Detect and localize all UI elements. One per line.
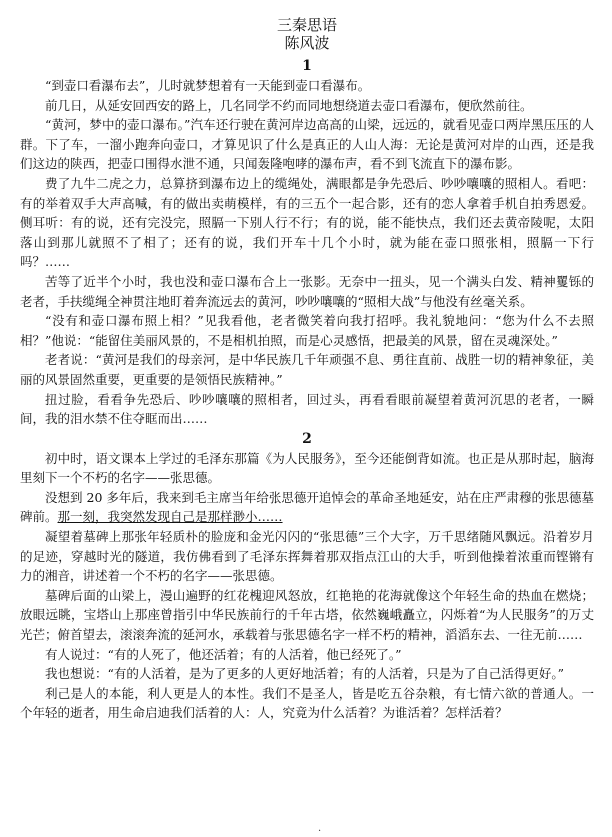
paragraph: 苦等了近半个小时，我也没和壶口瀑布合上一张影。无奈中一扭头，见一个满头白发、精神矍铄的老者，手扶缆绳全神贯注地盯着奔流远去的黄河，吵吵嚷嚷的“照相大战”与他没有丝毫关系。 bbox=[20, 273, 594, 309]
quote-paragraph: 有人说过：“有的人死了，他还活着；有的人活着，他已经死了。” bbox=[45, 646, 402, 662]
document-title: 三秦思语 bbox=[276, 16, 337, 34]
quote-paragraph: 我也想说：“有的人活着，是为了更多的人更好地活着；有的人活着，只是为了自己活得更好。” bbox=[45, 666, 565, 682]
paragraph: 费了九牛二虎之力，总算挤到瀑布边上的缆绳处，满眼都是争先恐后、吵吵嚷嚷的照相人。看吧：有的举着双手大声高喊，有的做出卖萌模样，有的三五个一起合影，还有的恋人拿着手机自拍秀恩爱。侧耳听：有的说，还有完没完，照膈一下别人行不行；有的说，能不能快点，我们还去黄帝陵呢，太阳落山到那儿就照不了相了；还有的说，我们开车十几个小时，就为能在壶口照张相，照膈一下行吗？…… bbox=[20, 175, 594, 270]
paragraph: “到壶口看瀑布去”，儿时就梦想着有一天能到壶口看瀑布。 bbox=[45, 78, 371, 93]
paragraph-with-underline bbox=[20, 488, 594, 527]
underlined-sentence: 那一刻，我突然发现自己是那样渺小…… bbox=[57, 509, 283, 525]
paragraph: 老者说：“黄河是我们的母亲河，是中华民族几千年顽强不息、勇往直前、战胜一切的精神象征，美丽的风景固然重要，更重要的是领悟民族精神。” bbox=[20, 352, 594, 387]
paragraph-text: 没想到 20 多年后，我来到毛主席当年给张思德开追悼会的革命圣地延安，站在庄严肃穆的张思德墓碑前。 bbox=[20, 489, 594, 525]
paragraph: 扭过脸，看看争先恐后、吵吵嚷嚷的照相者，回过头，再看看眼前凝望着黄河沉思的老者，一瞬间，我的泪水禁不住夺眶而出…… bbox=[20, 391, 594, 427]
paragraph: “黄河，梦中的壶口瀑布。”汽车还行驶在黄河岸边高高的山梁，远远的，就看见壶口两岸黑压压的人群。下了车，一溜小跑奔向壶口，才算见识了什么是真正的人山人海：无论是黄河对岸的山西，还是我们这边的陕西，把壶口围得水泄不通，只闻轰隆咆哮的瀑布声，看不到飞流直下的瀑布影。 bbox=[20, 117, 594, 172]
author-name: 陈风波 bbox=[284, 34, 330, 52]
paragraph: 利己是人的本能，利人更是人的本性。我们不是圣人，皆是吃五谷杂粮，有七情六欲的普通人。一个年轻的逝者，用生命启迪我们活着的人：人，究竟为什么活着？为谁活着？怎样活着？ bbox=[20, 685, 594, 721]
paragraph: 墓碑后面的山梁上，漫山遍野的红花槐迎风怒放，红艳艳的花海就像这个年轻生命的热血在燃烧；放眼远眺，宝塔山上那座曾指引中华民族前行的千年古塔，依然巍峨矗立，闪烁着“为人民服务”的万丈光芒；俯首望去，滚滚奔流的延河水，承载着与张思德名字一样不朽的精神，滔滔东去、一往无前…… bbox=[20, 587, 594, 643]
paragraph: 凝望着墓碑上那张年轻质朴的脸庞和金光闪闪的“张思德”三个大字，万千思绪随风飘远。沿着岁月的足迹，穿越时光的隧道，我仿佛看到了毛泽东挥舞着那双指点江山的大手，听到他操着浓重而铿锵有力的湘音，讲述着一个不朽的名字——张思德。 bbox=[20, 529, 594, 584]
section-number-1: 1 bbox=[302, 58, 312, 74]
page-edge-mark: · bbox=[318, 826, 322, 837]
title-block bbox=[20, 16, 594, 52]
paragraph: “没有和壶口瀑布照上相？”见我看他，老者微笑着向我打招呼。我礼貌地问：“您为什么不去照相？”他说：“能留住美丽风景的，不是相机拍照，而是心灵感悟，把最美的风景，留在灵魂深处。” bbox=[20, 313, 594, 348]
section-number-2: 2 bbox=[302, 430, 312, 447]
paragraph: 初中时，语文课本上学过的毛泽东那篇《为人民服务》，至今还能倒背如流。也正是从那时起，脑海里刻下一个不朽的名字——张思德。 bbox=[20, 450, 594, 486]
paragraph: 前几日，从延安回西安的路上，几名同学不约而同地想绕道去壶口看瀑布，便欣然前往。 bbox=[45, 97, 533, 113]
